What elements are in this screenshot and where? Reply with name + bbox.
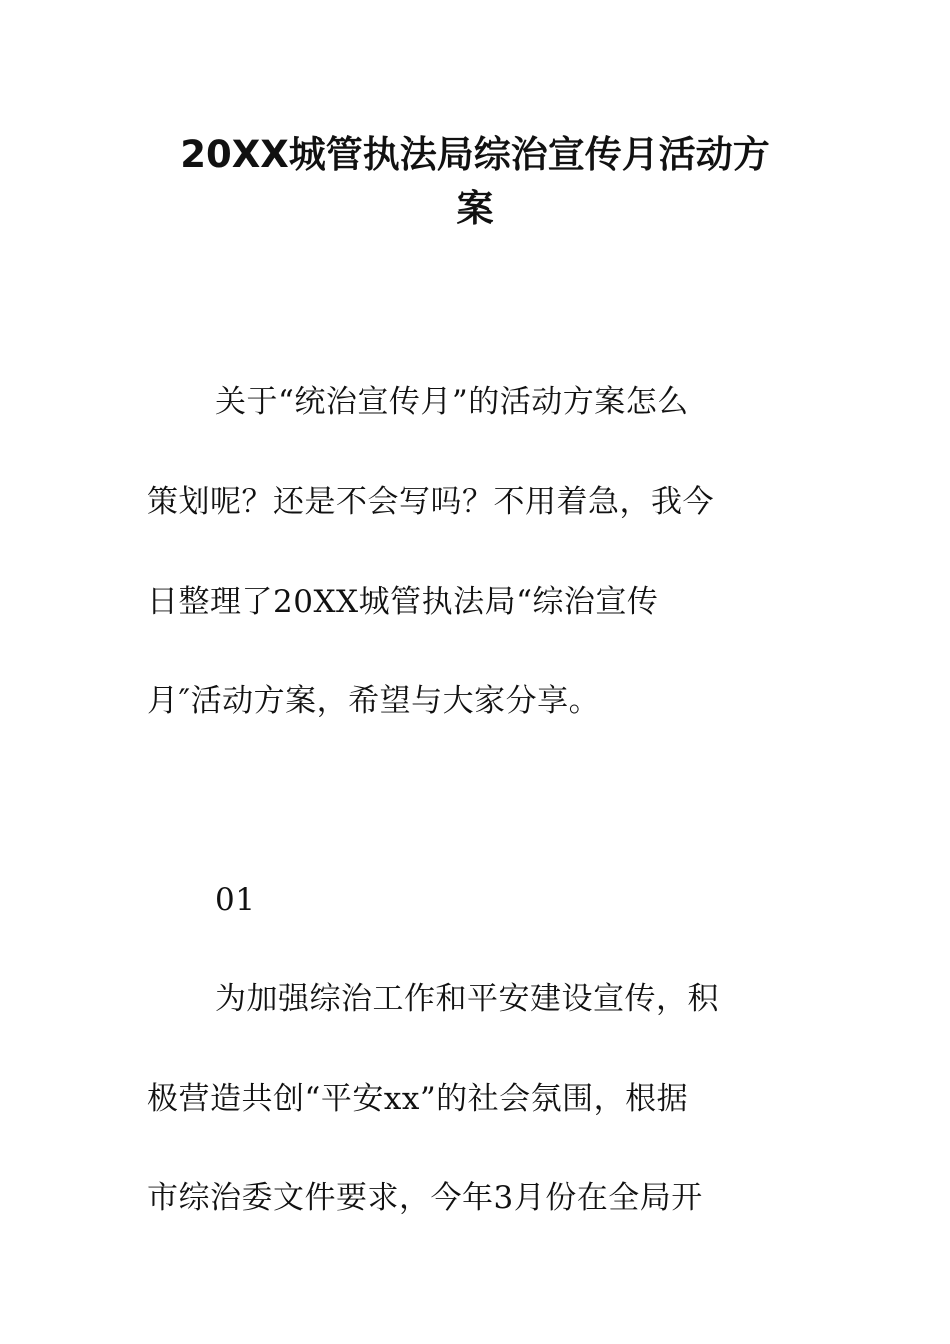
section-paragraph-line-1: 为加强综治工作和平安建设宣传，积 [215,981,719,1017]
intro-paragraph-line-1: 关于“统治宣传月”的活动方案怎么 [215,384,689,420]
document-title-line-2: 案 [456,187,494,230]
intro-paragraph-line-4: 月″活动方案，希望与大家分享。 [147,683,601,719]
section-paragraph-line-2: 极营造共创“平安xx”的社会氛围，根据 [147,1081,689,1117]
section-number: 01 [215,882,256,918]
intro-paragraph-line-3: 日整理了20XX城管执法局“综治宣传 [147,584,659,620]
section-paragraph-line-3: 市综治委文件要求，今年3月份在全局开 [147,1180,703,1216]
document-title-line-1: 20XX城管执法局综治宣传月活动方 [180,133,770,176]
intro-paragraph-line-2: 策划呢？还是不会写吗？不用着急，我今 [147,484,714,520]
